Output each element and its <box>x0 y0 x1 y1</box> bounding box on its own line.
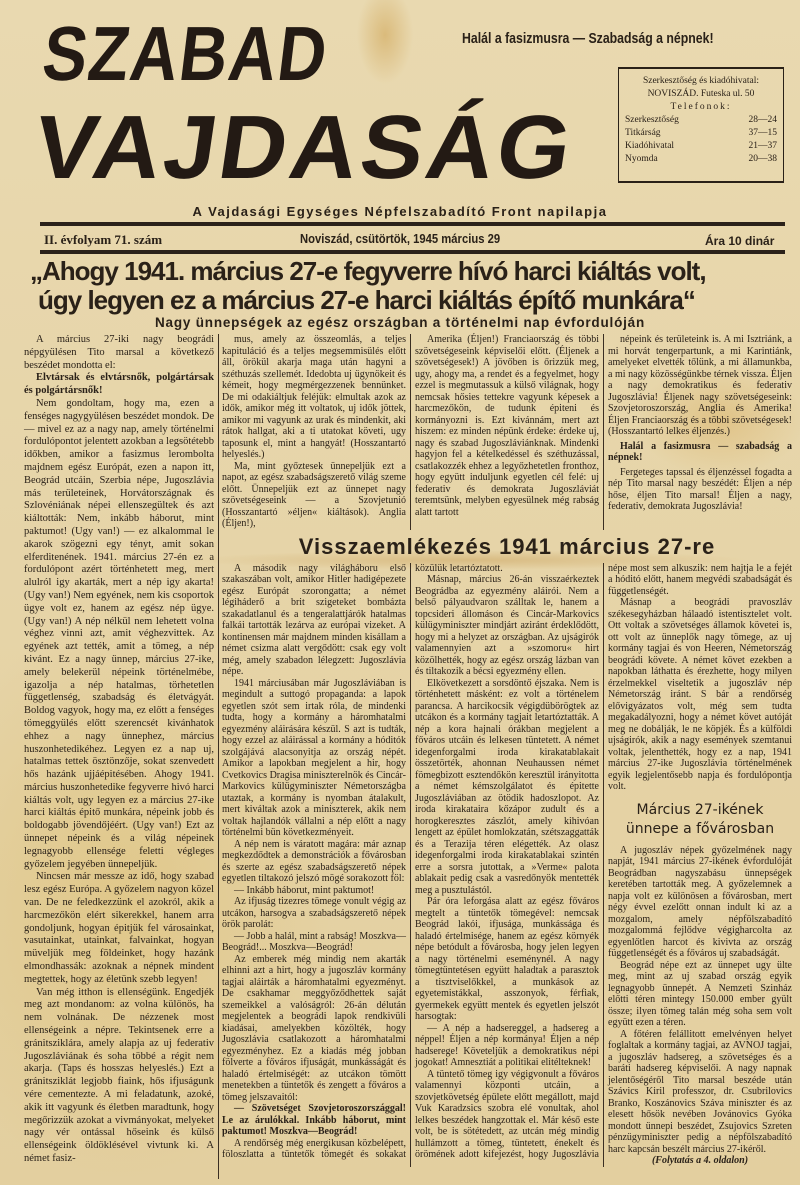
paragraph: népeink és területeink is. A mi Isztriánk, a mi horvát tengerpartunk, a mi Karintiánk, amelyeket elvették tőlünk, a mi államunkba, a mi nagy közösségünkbe térnek vissza. Éljen a nagy demokratikus és federativ Jugoszlávia! Éljenek nagy szövetségeseink: Szovjetoroszország, Anglia és Amerika! Éljen Franciaország és a többi szövetségesek! (Hosszantartó lelkes éljenzés.) <box>608 334 792 437</box>
paragraph: Elvtársak és elvtársnők, polgártársak és polgártársnők! <box>24 372 214 397</box>
paragraph: — Inkább háborut, mint paktumot! <box>234 884 375 896</box>
phone-dept: Titkárság <box>625 128 661 138</box>
dateline: Noviszád, csütörtök, 1945 március 29 <box>300 232 501 246</box>
paragraph: A második nagy világháboru első szakaszában volt, amikor Hitler hadigépezete egész Európát szorongatta; a német légiháderő a brit szigeteket bombázta szakadatlanul és a tengeralattjárók hatalmas falkái tartották lezárva az európai vizeket. A kontinensen már majdnem minden kisállam a német csizma alatt vergődött: csak egy volt még, amely szabadon lélegzett: Jugoszlávia népe. <box>222 562 406 677</box>
paragraph: Másnap a beográdi pravoszláv székesegyházban hálaadó istentisztelet volt. Ott voltak a szövetséges államok követei is, ott volt az ünneplők nagy tömege, az uj kormány tagjai és von Heeren, Németország beográdi követe. A német követ ezekben a napokban láthatta és érezhette, hogy milyen érzelmekkel viseltetik a jugoszláv nép Németország iránt. S bár a rendőrség elővigyázatos volt, még sem tudta megakadályozni, hogy a német követ autóját meg ne dobálják, le ne köpjék. És a külföldi ujságirók, akik a nagy események szemtanui voltak, jelenthették, hogy ez a nap, 1941 március 27-ike Jugoszlávia történelmének egyik legjelentősebb napja és fordulópontja volt. <box>608 597 792 792</box>
paragraph: Amerika (Éljen!) Franciaország és többi szövetségeseink képviselői előtt. (Éljenek a szövetségesek!) A jövőben is őrizzük meg, ugy, ahogy ma, a rendet és a fegyelmet, hogy ezzel is megmutassuk a külső világnak, hogy nemcsak hősies tettekre vagyunk képesek a harcmezőkön, de tudunk épiteni és kormányozni is. Ezt kivánnám, mert azt hiszem: ez minden népünk érdeke: érdeke uj, nagy és szabad Jugoszláviánknak. Mindenki hagyjon fel a kételkedéssel és széthuzással, csatlakozzék ehhez a legyőzhetetlen fronthoz, hogy együtt induljunk egyetlen cél felé: uj federativ és demokrata Jugoszláviát teremtsünk, melyben egyesülnek még rabság alatt tartott <box>415 334 599 518</box>
headline-line-2: úgy legyen ez a március 27-e harci kiáltás építő munkára“ <box>38 285 695 315</box>
paragraph: A nép nem is váratott magára: már aznap megkezdődtek a demonstrációk a fővárosban és szerte az egész szabadságszerető népek egyetlen tiltakozó jelszó mögé sorakozott föl: <box>222 838 406 884</box>
phone-row <box>625 153 777 166</box>
slogan: Halál a fasizmusra — Szabadság a népnek! <box>462 30 714 47</box>
subheading <box>608 801 792 839</box>
paragraph: — A nép a hadsereggel, a hadsereg a néppel! Éljen a nép kormánya! Éljen a nép hadserege! Követeljük a demokratikus népi jogokat! Amnesztiát a politikai elitélteknek! <box>415 1022 599 1068</box>
paragraph: mus, amely az összeomlás, a teljes kapituláció és a teljes megsemmisülés előtt áll, örökül akarja maga után hagyni a széthuzás szellemét. Idedobta uj ügynökeit és kémeit, hogy megmérgezzenek bennünket. De mi odakiáltjuk feléjük: elmultak azok az idők, amikor még itt voltatok, uj idők jöttek, amikor mi vagyunk az urak és mindenkit, aki rátok hallgat, aki a ti utatokat követi, ugy taposunk el, mint a hangyát! (Hosszantartó helyeslés.) <box>222 334 406 460</box>
masthead-subtitle: A Vajdasági Egységes Népfelszabadító Front napilapja <box>192 204 608 219</box>
paragraph: Nem gondoltam, hogy ma, ezen a fenséges nagygyülésen beszédet mondok. De — mivel ez az a nagy nap, amely történelmi fordulópontot jelentett azokban a legsötétebb időkben, amikor a fasizmus lerombolta majdnem egész Európát, ezen a napon itt, Beográd utcáin, Szerbia népe, Jugoszlávia más területeinek, Horvátországnak és Szlovéniának népei ellenszegültek és azt kiáltották: Nem, inkább háborut, mint paktumot! (Ugy van!) — ez alkalommal le akarok szögezni egy tényt, amit sokan elferditenének. 1941. március 27-én ez a fordulópont azért történhetett meg, mert alulról igy akarták, mert a nép igy akarta! (Ugy van!) Nem egyének, nem kis csoportok ügye volt ez, hanem az egész nép ügye. (Ugy van!) A nép nélkül nem lehetett volna véghez vinni azt, amit véghezvittek. Az egyének azt tették, amit a tömeg, a nép kivánt. Ez a nagy ünnep, március 27-ike, amely belekerül népeink történelmébe, igazolja a nép hatalmas, törhetetlen függetlenség, szabadság és életvágyát. Boldog vagyok, hogy ma, ez előtt a fenséges tömeggyülés előtt szerencsét kivánhatok ehhez a nagy ünnephez, március huszonhetedikéhez. Legyen ez a nap uj, hatalmas tettek ösztönzője, sokat szenvedett hős hazánk ujjáépitésében. Ahogy 1941. március huszonhetedike fegyverre hivó harci kiáltás volt, ugy legyen ez a március 27-ike harci kiáltás épitő munkára, népeink jobb és boldogabb jövendőjéért. (Ugy van!) Ezt az ünnepet népeink és a világ népeinek legnagyobb ellensége feletti végleges győzelem jegyében ünnepeljük. <box>24 397 214 870</box>
paragraph: A rendőrség még energikusan közbelépett, föloszlatta a tüntetők tömegét és sokakat közülük letartóztatott. <box>222 562 503 1160</box>
phone-dept: Nyomda <box>625 154 658 164</box>
paragraph: A március 27-iki nagy beográdi népgyülésen Tito marsal a következő beszédet mondotta el: <box>24 334 214 371</box>
speech-continued-columns <box>222 334 792 530</box>
phone-number: 20—38 <box>748 154 777 164</box>
headline <box>30 257 790 315</box>
continued-note: (Folytatás a 4. oldalon) <box>651 1155 749 1166</box>
memoir-columns <box>222 563 792 1167</box>
paragraph: Nincsen már messze az idő, hogy szabad lesz egész Európa. A győzelem nagyon közel van. De ne feledkezzünk el azokról, akik a harcmezőkön elért sikerekkel, hanem arra gondoljunk, hogyan épitjük fel városainkat, vasutainkat, utainkat, falvainkat, hogyan müveljük meg földeinket, hogy hazánk elmondhassák: azoknak a népnek mindent megtettek, hogy az életünk szebb legyen! <box>24 871 214 985</box>
paragraph: Fergeteges tapssal és éljenzéssel fogadta a nép Tito marsal nagy beszédét: Éljen a nép hőse, éljen Tito marsal! Éljen a nagy, federativ, demokrata Jugoszlávia! <box>608 466 792 512</box>
speech-column-1 <box>24 334 214 1166</box>
paragraph: — Szövetséget Szovjetoroszországgal! Le az árulókkal. Inkább háborut, mint paktumot! Moszkva—Beográd! <box>222 1103 406 1137</box>
subheading-line-2: ünnepe a fővárosban <box>625 820 775 837</box>
paragraph: A jugoszláv népek győzelmének nagy napját, 1941 március 27-ikének évfordulóját Beográdban nagyszabásu ünnepségek keretében tartották meg. A győzelemnek a napja volt ez különösen a fővárosban, mert négy évvel ezelőtt onnan indult ki az a mozgalom, amely népfölszabadító mozgalommá fejlődve végigharcolta az egyenlőtlen harcot és kivivta az ország függetlenségét és a főváros uj szabadságát. <box>608 844 792 959</box>
headline-line-1: „Ahogy 1941. március 27-e fegyverre hívó harci kiáltás volt, <box>30 256 706 286</box>
paragraph: Az emberek még mindig nem akarták elhinni azt a hirt, hogy a jugoszláv kormány tagjai aláirták a háromhatalmi egyezményt. De csakhamar meggyőződhettek saját szemeikkel a valóságról: 26-án délután megjelentek a beográdi lapok rendkivüli kiadásai, amelyekben közölték, hogy Jugoszlávia csatlakozott a háromhatalmi egyezményhez. Ez a kiadás még jobban fölverte a főváros ifjuságát, munkásságát és haladó értelmiségét: az utcákon tömött menetekben a tüntetők és zengett a főváros a tömeg jelszavaitól: <box>222 953 406 1103</box>
phone-row <box>625 114 777 127</box>
paragraph: Beográd népe ezt az ünnepet ugy ülte meg, mint az uj szabad ország egyik legnagyobb ünnepét. A Nemzeti Szinház előtti téren mintegy 150.000 ember gyült össze; ilyen tömeg talán még soha sem volt együtt ezen a téren. <box>608 959 792 1028</box>
paragraph: Pár óra leforgása alatt az egész főváros megtelt a tüntetők tömegével: nemcsak Beográd lakói, ifjusága, munkássága és haladó értelmisége, hanem az egész környék népe betódult a fővárosba, hogy jelen legyen a nagy történelmi eseménynél. A nagy tömegtüntetésen együtt haladtak a parasztok a tisztviselőkkel, a munkások az egyetemistákkal, asszonyok, férfiak, gyermekek együtt mentek és egyetlen jelszót harsogtak: <box>415 896 599 1022</box>
section-title: Visszaemlékezés 1941 március 27-re <box>298 533 716 559</box>
office-address: NOVISZÁD. Futeska ul. 50 <box>647 89 755 99</box>
rule-divider <box>40 222 785 226</box>
office-label: Szerkesztőség és kiadóhivatal: <box>642 76 760 86</box>
paragraph: Az ifjuság tizezres tömege vonult végig az utcákon, harsogva a szabadságszerető népek örök parolát: <box>222 896 406 930</box>
issue-number: II. évfolyam 71. szám <box>44 232 163 247</box>
paragraph: Halál a fasizmusra — szabadság a népnek! <box>608 440 792 463</box>
phone-row <box>625 127 777 140</box>
column-divider <box>218 334 219 1179</box>
right-content <box>222 334 792 1167</box>
paragraph: Van még itthon is ellenségünk. Engedjék meg azt mondanom: az volna különös, ha nem volnának. De nézzenek most ellenségeink a népre. Tekintsenek erre a gránitsziklára, amely alapja az uj federativ Jugoszláviának és soha többé a régit nem akarja. (Taps és hosszas helyeslés.) Ezt a gránitsziklát legjobb fiaink, hős ifjuságunk vére cementezte. A mi feladatunk, azoké, akik itt vagyunk és életben maradtunk, hogy megőrizzük azokat a vivmányokat, melyeket nagy vér ontással hőseink és külső ellenségeink öldöklésével vivtunk ki. A német fasiz- <box>24 986 214 1164</box>
phone-row <box>625 140 777 153</box>
paragraph: — Jobb a halál, mint a rabság! Moszkva—Beográd!... Moszkva—Beográd! <box>222 930 406 953</box>
paragraph: 1941 márciusában már Jugoszláviában is megindult a suttogó propaganda: a lapok egyetlen szót sem irtak róla, de mindenki tudta, hogy a kormány a háromhatalmi egyezmény aláirására készül. S azt is tudták, hogy ezzel az aláirással a kormány a hóditók szolgájává alacsonyitja az ország népét. Amikor a lapokban megjelent a hir, hogy Cvetkovics Dragisa miniszterelnök és Cincár-Markovics külügyminiszter Németországba utaztak, a kormány is nyomban átalakult, mert kiváltak azok a miniszterek, akik nem voltak hajlandók vállalni a nép előtt a nagy történelmi bün következményeit. <box>222 677 406 838</box>
rule-divider <box>40 250 785 254</box>
paragraph: Ma, mint győztesek ünnepeljük ezt a napot, az egész szabadságszerető világ szeme előtt. Ünnepeljük ezt az ünnepet nagy szövetségeseink — a Szovjetunió (Hosszantartó »éljen« kiáltások). Anglia (Éljen!), <box>222 460 406 529</box>
phone-number: 21—37 <box>748 141 777 151</box>
paragraph: Elkövetkezett a sorsdöntő éjszaka. Nem is történhetett másként: ez volt a történelem parancsa. A harcikocsik végigdübörögtek az utcákon és a kormány tagjait letartóztatták. A nép a kora hajnali órákban megjelent a főváros utcáin és lelkesen tüntetett. A német idegenforgalmi iroda kirakatablakait összetörték, ahonnan Neuhaussen német fömegbizott esztendőkön keresztül irányitotta a német kémszolgálatot és épitette Jugoszláviában az ötödik hadoszlopot. Az iroda kirakataira kőzápor zudult és a horogkeresztes zászlót, amely kihivóan lengett az épület homlokzatán, szétszaggatták és a Terazija téren elégették. Az olasz idegenforgalmi iroda kirakatablakai szintén erre a sorsra jutottak, a »Verme« palota ablakait pedig csak a vasredőnyök mentették meg a pusztulástól. <box>415 677 599 896</box>
phone-dept: Szerkesztőség <box>625 115 679 125</box>
subheading-line-1: Március 27-ikének <box>636 801 764 818</box>
paragraph: Másnap, március 26-án visszaérkeztek Beográdba az egyezmény aláirói. Nem a belső pályaudvaron szálltak le, hanem a topcsideri állomáson és Cincár-Markovics külügyminiszter mindjárt aziránt érdeklődött, hogy mi a helyzet az országban. Az ujságirók valamennyien azt a »szomoru« hirt közölhették, hogy az egész ország lázban van és tiltakozik a bécsi egyezmény ellen. <box>415 574 599 677</box>
headline-deck: Nagy ünnepségek az egész országban a történelmi nap évfordulóján <box>154 315 646 330</box>
phones-label: Telefonok: <box>670 102 732 112</box>
masthead-szabad: SZABAD <box>38 11 333 97</box>
phone-number: 37—15 <box>748 128 777 138</box>
paragraph: A tüntető tömeg igy végigvonult a főváros valamennyi központi utcáin, a szovjetkövetség épülete előtt megállott, majd Vuk Karadzsics szobra elé vonultak, ahol lelkes beszédek hangzottak el. Már késő este volt, be is sötétedett, az utcán még mindig hullámzott a tömeg, tüntetett, énekelt és örömének adott kifejezést, hogy Jugoszlávia népe most sem alkuszik: nem hajtja le a fejét a hóditó előtt, hanem megvédi szabadságát és függetlenségét. <box>415 562 792 1160</box>
paragraph: A főtéren felállitott emelvényen helyet foglaltak a kormány tagjai, az AVNOJ tagjai, a jugoszláv hadsereg, a szövetséges és a baráti hadsereg képviselői. A nagy napnak jelentőségéről Tito marsal beszéde után Szávics Kiril professzor, dr. Csubrilovics Branko, Koszánovics Száva miniszter és az elesett hősök nevében Jovánovics Gyóka mondott ünnepi beszédet, Zsujovics Szreten pénzügyminiszter pedig a népfölszabadító harc kapcsán beszélt március 27-ikéről. <box>608 1028 792 1155</box>
contact-box <box>618 67 784 183</box>
masthead-vajdasag: VAJDASÁG <box>28 96 581 198</box>
price: Ára 10 dinár <box>705 234 775 248</box>
phone-dept: Kiadóhivatal <box>625 141 675 151</box>
phone-number: 28—24 <box>748 115 777 125</box>
